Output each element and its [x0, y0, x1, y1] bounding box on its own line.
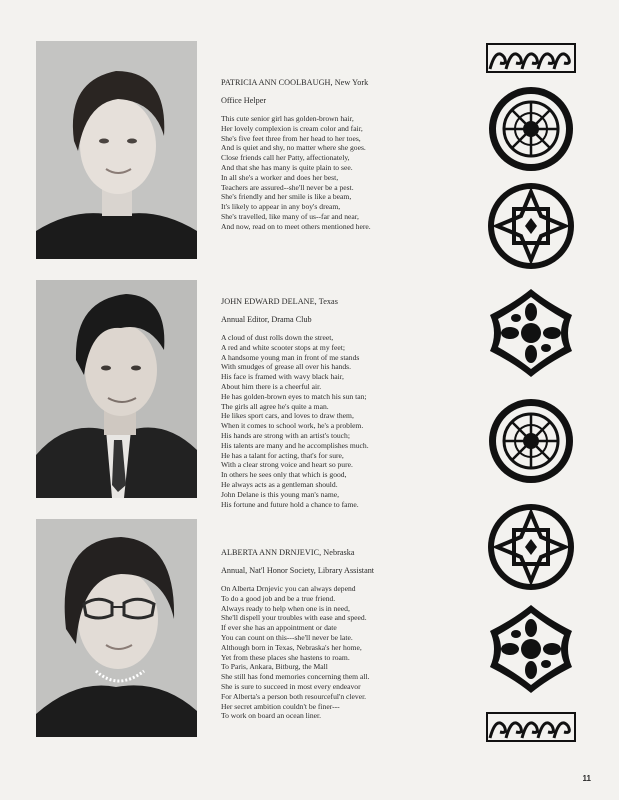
senior-entry-2	[221, 297, 476, 509]
poem-line: John Delane is this young man's name,	[221, 489, 339, 499]
floral-lozenge-icon	[486, 603, 578, 695]
poem-line: Her lovely complexion is cream color and fair,	[221, 123, 363, 133]
poem-line: If ever she has an appointment or date	[221, 623, 337, 633]
poem-line: This cute senior girl has golden-brown hair,	[221, 114, 354, 123]
poem-line: On Alberta Drnjevic you can always depend	[221, 584, 356, 593]
poem-line: She's five feet three from her head to her toes,	[221, 133, 361, 143]
senior-entry-3	[221, 548, 476, 721]
poem-line: Teachers are assured--she'll never be a pest.	[221, 182, 354, 192]
poem-line: She's friendly and her smile is like a beam,	[221, 192, 352, 202]
poem-line: She is sure to succeed in most every endeavor	[221, 681, 361, 691]
student-activities: Annual Editor, Drama Club	[221, 315, 312, 324]
poem-line: He always acts as a gentleman should.	[221, 479, 338, 489]
student-activities: Office Helper	[221, 96, 267, 105]
poem-line: Yet from these places she hastens to roam.	[221, 652, 350, 662]
senior-entry-1	[221, 78, 476, 232]
floral-lozenge-icon	[486, 287, 578, 379]
flower-medallion-icon	[486, 397, 578, 485]
poem-line: Her secret ambition couldn't be finer---	[221, 701, 340, 711]
poem-line: For Alberta's a person both resourceful'n clever.	[221, 691, 367, 701]
student-name: JOHN EDWARD DELANE, Texas	[221, 297, 338, 306]
poem-line: She still has fond memories concerning them all.	[221, 672, 370, 682]
portrait-photo-3	[36, 519, 197, 737]
portrait-photo-2	[36, 280, 197, 498]
poem-line: With a clear strong voice and heart so pure.	[221, 460, 353, 470]
poem-line: His fortune and future hold a chance to fame.	[221, 499, 359, 509]
poem-line: You can count on this---she'll never be late.	[221, 632, 353, 642]
poem-line: The girls all agree he's quite a man.	[221, 401, 329, 411]
poem-line: A handsome young man in front of me stands	[221, 352, 360, 362]
student-poem	[221, 584, 476, 721]
student-activities: Annual, Nat'l Honor Society, Library Assistant	[221, 566, 375, 575]
poem-line: When it comes to school work, he's a problem.	[221, 421, 364, 431]
poem-line: To Paris, Ankara, Bitburg, the Mall	[221, 662, 328, 672]
student-poem	[221, 333, 476, 509]
poem-line: About him there is a cheerful air.	[221, 381, 322, 391]
portrait-photo-1	[36, 41, 197, 259]
poem-line: She's travelled, like many of us--far and near,	[221, 211, 359, 221]
poem-line: His hands are strong with an artist's touch;	[221, 430, 350, 440]
poem-line: His face is framed with wavy black hair,	[221, 372, 344, 382]
poem-line: He has a talant for acting, that's for sure,	[221, 450, 344, 460]
poem-line: To do a good job and be a true friend.	[221, 593, 336, 603]
poem-line: She'll dispell your troubles with ease and speed.	[221, 613, 367, 623]
star-medallion-icon	[486, 180, 578, 272]
poem-line: Always ready to help when one is in need,	[221, 603, 350, 613]
scroll-band-icon	[486, 712, 578, 742]
poem-line: He likes sport cars, and loves to draw them,	[221, 411, 354, 421]
scroll-band-icon	[486, 43, 578, 73]
student-name: ALBERTA ANN DRNJEVIC, Nebraska	[221, 548, 355, 557]
flower-medallion-icon	[486, 85, 578, 173]
poem-line: And now, read on to meet others mentioned here.	[221, 221, 371, 231]
poem-line: He has golden-brown eyes to match his sun tan;	[221, 391, 367, 401]
poem-line: And is quiet and shy, no matter where she goes.	[221, 143, 366, 153]
student-name: PATRICIA ANN COOLBAUGH, New York	[221, 78, 369, 87]
portrait-boy-image	[36, 280, 197, 498]
poem-line: With smudges of grease all over his hands.	[221, 362, 352, 372]
poem-line: A red and white scooter stops at my feet;	[221, 342, 345, 352]
poem-line: And that she has many is quite plain to see.	[221, 162, 353, 172]
poem-line: It's likely to appear in any boy's dream,	[221, 202, 341, 212]
star-medallion-icon	[486, 501, 578, 593]
poem-line: A cloud of dust rolls down the street,	[221, 333, 334, 342]
poem-line: To work on board an ocean liner.	[221, 711, 322, 721]
portrait-woman-glasses-image	[36, 519, 197, 737]
poem-line: His talents are many and he accomplishes much.	[221, 440, 369, 450]
page-number: 11	[582, 774, 591, 783]
poem-line: In all she's a worker and does her best,	[221, 172, 339, 182]
poem-line: Close friends call her Patty, affectionately,	[221, 153, 350, 163]
portrait-girl-image	[36, 41, 197, 259]
student-poem	[221, 114, 476, 232]
poem-line: Although born in Texas, Nebraska's her home,	[221, 642, 362, 652]
poem-line: In others he sees only that which is good,	[221, 470, 347, 480]
